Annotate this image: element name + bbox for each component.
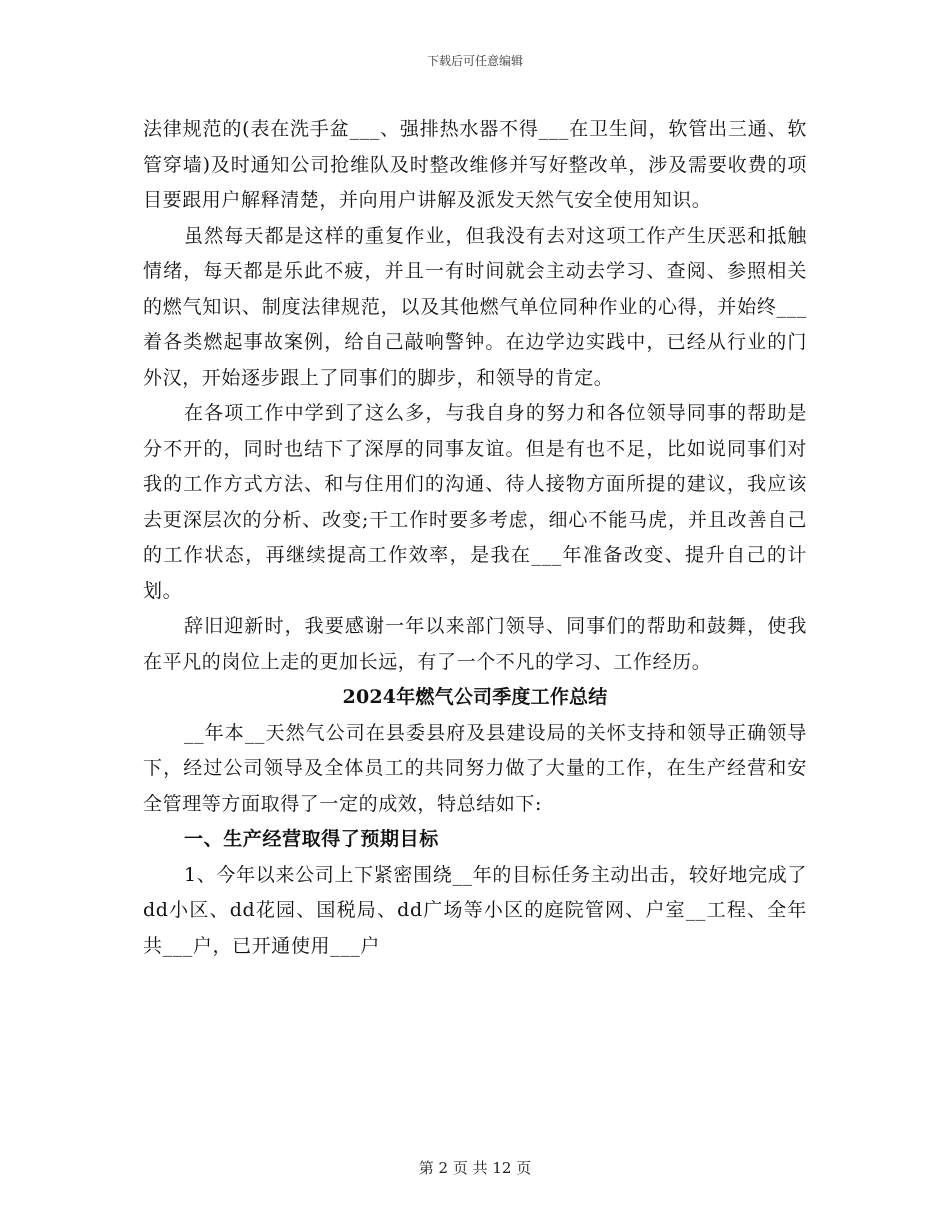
- page-footer: 第 2 页 共 12 页: [418, 1159, 532, 1177]
- paragraph-intro: __年本__天然气公司在县委县府及县建设局的关怀支持和领导正确领导下，经过公司领导及全体员工的共同努力做了大量的工作，在生产经营和安全管理等方面取得了一定的成效，特总结如下:: [143, 721, 807, 815]
- document-body: [143, 112, 807, 964]
- paragraph-section-body: 1、今年以来公司上下紧密围绕__年的目标任务主动出击，较好地完成了dd小区、dd花园、国税局、dd广场等小区的庭院管网、户室__工程、全年共___户，已开通使用___户: [143, 863, 807, 957]
- section-heading: 一、生产经营取得了预期目标: [184, 828, 439, 850]
- paragraph-thanks: 辞旧迎新时，我要感谢一年以来部门领导、同事们的帮助和鼓舞，使我在平凡的岗位上走的更加长远，有了一个不凡的学习、工作经历。: [143, 615, 807, 673]
- document-title: 2024年燃气公司季度工作总结: [342, 686, 608, 708]
- paragraph-daily-work: 虽然每天都是这样的重复作业，但我没有去对这项工作产生厌恶和抵触情绪，每天都是乐此不疲，并且一有时间就会主动去学习、查阅、参照相关的燃气知识、制度法律规范，以及其他燃气单位同种作业的心得，并始终___着各类燃起事故案例，给自己敲响警钟。在边学边实践中，已经从行业的门外汉，开始逐步跟上了同事们的脚步，和领导的肯定。: [143, 224, 807, 389]
- paragraph-continuation: 法律规范的(表在洗手盆___、强排热水器不得___在卫生间，软管出三通、软管穿墙)及时通知公司抢维队及时整改维修并写好整改单，涉及需要收费的项目要跟用户解释清楚，并向用户讲解及派发天然气安全使用知识。: [143, 118, 807, 211]
- page-header: 下载后可任意编辑: [426, 54, 523, 68]
- paragraph-learning: 在各项工作中学到了这么多，与我自身的努力和各位领导同事的帮助是分不开的，同时也结下了深厚的同事友谊。但是有也不足，比如说同事们对我的工作方式方法、和与住用们的沟通、待人接物方面所提的建议，我应该去更深层次的分析、改变;干工作时要多考虑，细心不能马虎，并且改善自己的工作状态，再继续提高工作效率，是我在___年准备改变、提升自己的计划。: [143, 402, 807, 602]
